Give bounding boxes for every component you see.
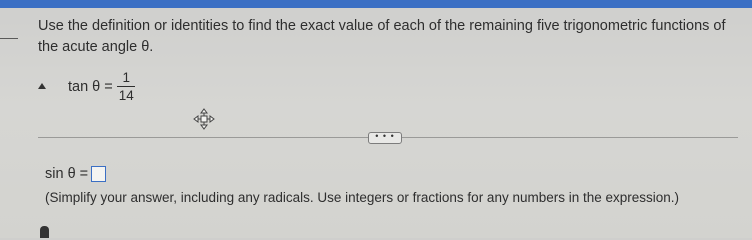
left-tick-mark (0, 38, 18, 39)
given-equation (68, 70, 136, 103)
top-accent-bar (0, 0, 752, 8)
answer-row (45, 166, 106, 182)
answer-label: sin θ = (45, 166, 89, 182)
answer-hint: (Simplify your answer, including any radicals. Use integers or fractions for any numbers in the expression.) (45, 190, 680, 205)
fraction-bar (117, 86, 135, 87)
four-way-arrow-icon[interactable] (193, 108, 215, 130)
fraction-numerator: 1 (122, 70, 131, 85)
expand-more-button[interactable]: • • • (368, 132, 402, 144)
scroll-marker (40, 226, 49, 238)
triangle-marker-icon (38, 83, 46, 89)
answer-input-box[interactable] (91, 166, 106, 182)
fraction-denominator: 14 (118, 88, 134, 103)
given-fraction (117, 70, 136, 103)
question-instruction: Use the definition or identities to find the exact value of each of the remaining five trigonometric functions of the acute angle θ. (38, 18, 726, 55)
given-lhs: tan θ = (68, 78, 113, 95)
